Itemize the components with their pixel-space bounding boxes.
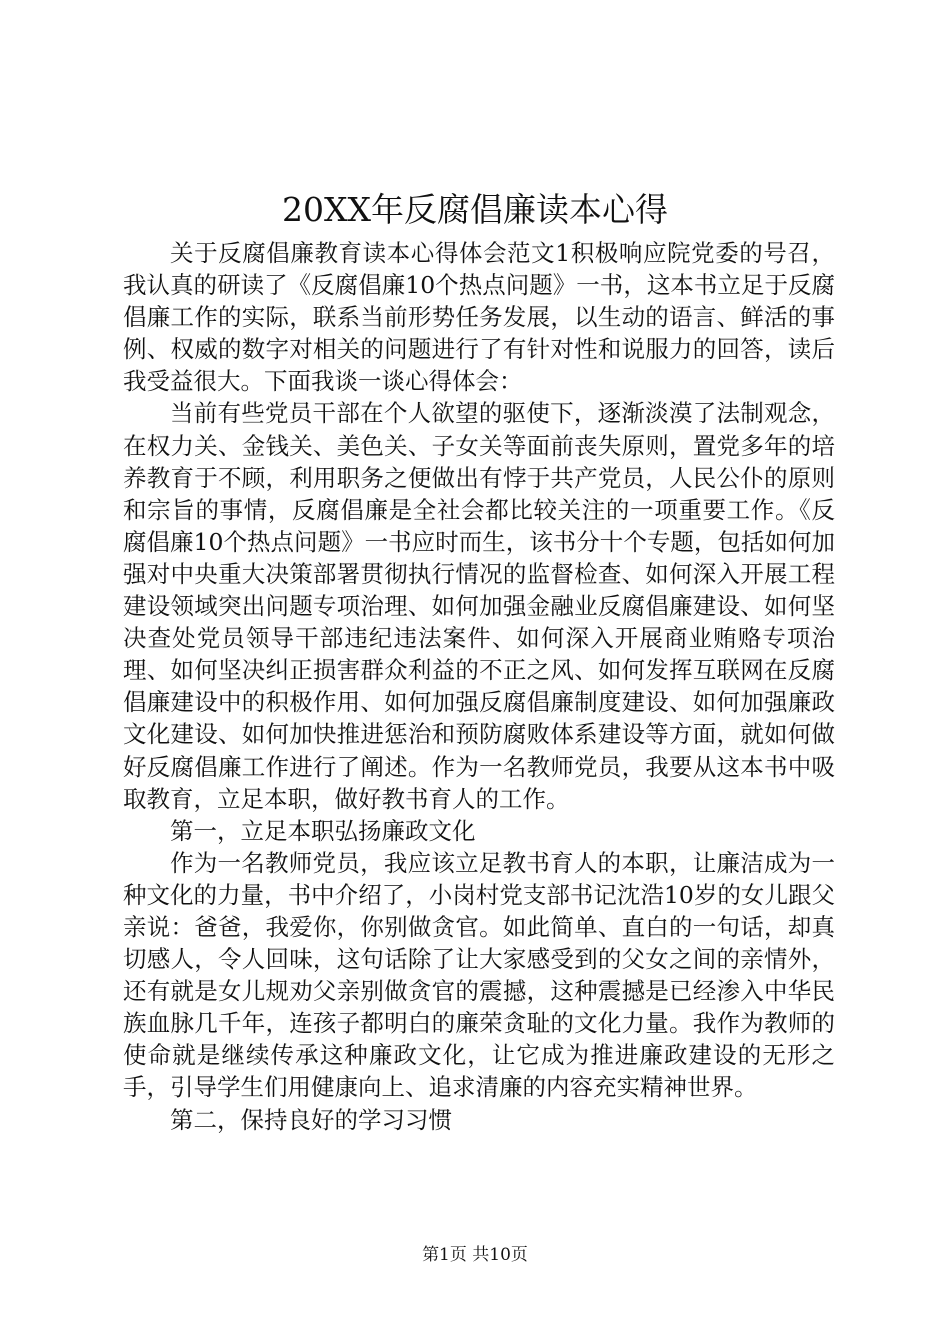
paragraph-intro: 关于反腐倡廉教育读本心得体会范文1积极响应院党委的号召，我认真的研读了《反腐倡廉10个热点问题》一书，这本书立足于反腐倡廉工作的实际，联系当前形势任务发展，以生动的语言、鲜活的事例、权威的数字对相关的问题进行了有针对性和说服力的回答，读后我受益很大。下面我谈一谈心得体会： (123, 239, 835, 396)
document-title: 20XX年反腐倡廉读本心得 (282, 190, 668, 229)
section-heading-first: 第一，立足本职弘扬廉政文化 (170, 816, 476, 845)
section-heading-second: 第二，保持良好的学习习惯 (170, 1105, 452, 1134)
page-number-footer: 第1页 共10页 (422, 1245, 528, 1265)
document-body (123, 237, 835, 1136)
paragraph-first-section: 作为一名教师党员，我应该立足教书育人的本职，让廉洁成为一种文化的力量，书中介绍了，小岗村党支部书记沈浩10岁的女儿跟父亲说：爸爸，我爱你，你别做贪官。如此简单、直白的一句话，却真切感人，令人回味，这句话除了让大家感受到的父女之间的亲情外，还有就是女儿规劝父亲别做贪官的震撼，这种震撼是已经渗入中华民族血脉几千年，连孩子都明白的廉荣贪耻的文化力量。我作为教师的使命就是继续传承这种廉政文化，让它成为推进廉政建设的无形之手，引导学生们用健康向上、追求清廉的内容充实精神世界。 (123, 848, 835, 1102)
paragraph-current-situation: 当前有些党员干部在个人欲望的驱使下，逐渐淡漠了法制观念，在权力关、金钱关、美色关、子女关等面前丧失原则，置党多年的培养教育于不顾，利用职务之便做出有悖于共产党员，人民公仆的原则和宗旨的事情，反腐倡廉是全社会都比较关注的一项重要工作。《反腐倡廉10个热点问题》一书应时而生，该书分十个专题，包括如何加强对中央重大决策部署贯彻执行情况的监督检查、如何深入开展工程建设领域突出问题专项治理、如何加强金融业反腐倡廉建设、如何坚决查处党员领导干部违纪违法案件、如何深入开展商业贿赂专项治理、如何坚决纠正损害群众利益的不正之风、如何发挥互联网在反腐倡廉建设中的积极作用、如何加强反腐倡廉制度建设、如何加强廉政文化建设、如何加快推进惩治和预防腐败体系建设等方面，就如何做好反腐倡廉工作进行了阐述。作为一名教师党员，我要从这本书中吸取教育，立足本职，做好教书育人的工作。 (123, 399, 835, 813)
